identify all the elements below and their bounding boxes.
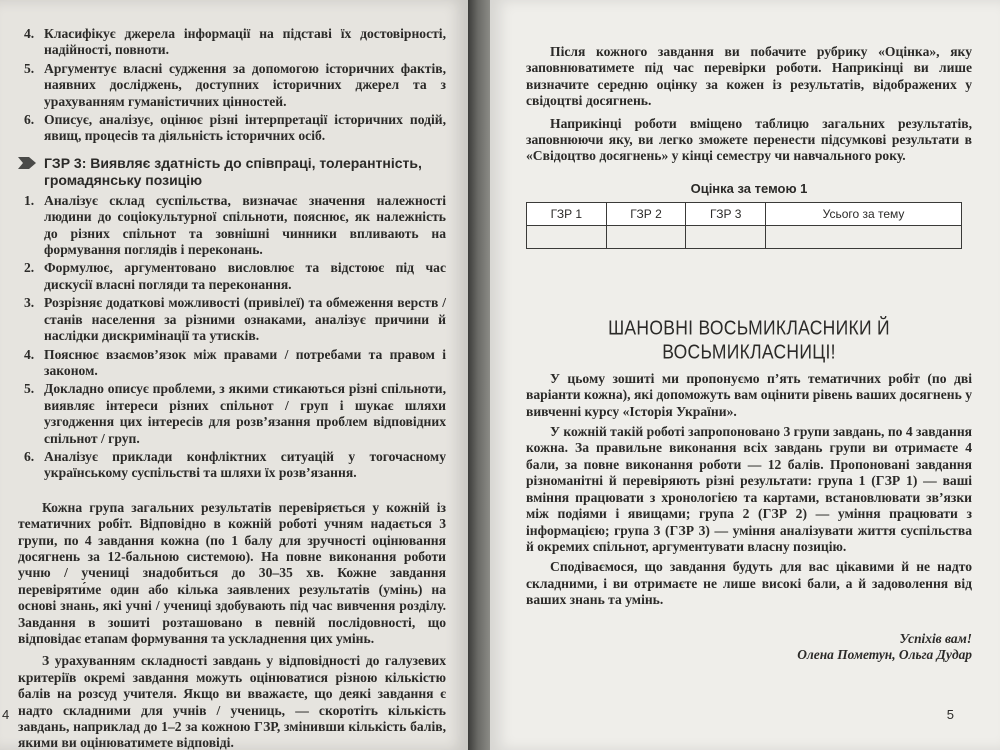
list-top	[18, 26, 446, 145]
greeting-heading: ШАНОВНІ ВОСЬМИКЛАСНИКИ Й ВОСЬМИКЛАСНИЦІ!	[608, 315, 890, 363]
right-paragraph-4: У кожній такій роботі запропоновано 3 групи завдань, по 4 завдання кожна. За правильне виконання всіх завдань групи ви отримаєте 4 бали, за повне виконання роботи — 12 балів. Пропоновані завдання різноманітні й перевіряють різні результати: група 1 (ГЗР 1) — ваші вміння працювати з хронологією та картами, встановлювати зв’язки між подіями і явищами; група 2 (ГЗР 2) — уміння працювати з інформацією; група 3 (ГЗР 3) — уміння аналізувати життя суспільства й окремих спільнот, аргументувати власну позицію.	[526, 424, 973, 554]
list-item: 4. Пояснює взаємов’язок між правами / потребами та правом і законом.	[24, 346, 446, 378]
list-item: 5. Докладно описує проблеми, з якими стикаються різні спільноти, виявляє інтереси різних спільнот / груп і шукає шляхи узгодження цих інтересів для розв’язання проблем відповідних спільнот / груп.	[24, 381, 446, 446]
list-item: 2. Формулює, аргументовано висловлює та відстоює під час дискусії власні погляди та переконання.	[24, 260, 446, 292]
right-paragraph-1: Після кожного завдання ви побачите рубрику «Оцінка», яку заповнюватимете під час перевірки роботи. Наприкінці ви лише визначите середню оцінку за кожен із результатів, відображених у свідоцтві досягнень.	[526, 44, 972, 109]
list-item: 3. Розрізняє додаткові можливості (привілеї) та обмеження верств / станів населення за різними ознаками, аналізує причини й наслідки дискримінації та утисків.	[24, 295, 446, 344]
left-paragraph-2: З урахуванням складності завдань у відповідності до галузевих критеріїв окремі завдання можуть оцінюватися різною кількістю балів на розсуд учителя. Якщо ви вважаєте, що деякі завдання є надто складними для учнів / учениць, — скоротіть кількість завдань, наприклад до 1–2 за кожною ГЗР, змінивши кількість балів, якими ви оцінюватимете відповіді.	[18, 653, 446, 750]
table-cell	[686, 225, 766, 248]
table-cell	[766, 225, 962, 248]
table-cell	[606, 225, 686, 248]
list-item: 6. Аналізує приклади конфліктних ситуацій у тогочасному українському суспільстві та шляхи їх розв’язання.	[24, 448, 446, 481]
left-page	[0, 0, 468, 750]
table-title: Оцінка за темою 1	[690, 180, 808, 196]
list-item: 6. Описує, аналізує, оцінює різні інтерпретації історичних подій, явищ, процесів та діяльність історичних осіб.	[24, 112, 446, 144]
signature-wish: Успіхів вам!	[899, 630, 972, 646]
gzr3-list	[18, 193, 446, 482]
arrow-marker-icon	[18, 157, 36, 169]
results-table	[526, 202, 962, 249]
right-paragraph-5: Сподіваємося, що завдання будуть для вас цікавими й не надто складними, і ви отримаєте не лише високі бали, а й задоволення від ваших знань та умінь.	[526, 559, 972, 608]
list-item: 4. Класифікує джерела інформації на підставі їх достовірності, надійності, повноти.	[24, 26, 446, 58]
table-header-gzr2: ГЗР 2	[606, 202, 686, 225]
list-item: 1. Аналізує склад суспільства, визначає значення належності людини до соціокультурної спільноти, пояснює, як належність до різних спільнот та зовнішні чинники впливають на формування поглядів і переконань.	[24, 192, 446, 258]
table-cell	[527, 225, 607, 248]
table-header-gzr1: ГЗР 1	[527, 202, 607, 225]
table-header-gzr3: ГЗР 3	[686, 202, 766, 225]
table-header-total: Усього за тему	[766, 202, 962, 225]
book-spine	[468, 0, 490, 750]
left-paragraph-1: Кожна група загальних результатів перевіряється у кожній із тематичних робіт. Відповідно в кожній роботі учням надається 3 групи, по 4 завдання кожна (по 1 балу для зручності оцінювання досягнень за 12-бальною системою). На повне виконання роботи учню / учениці знадобиться до 30–35 хв. Кожне завдання перевіряти́ме один або кілька заявлених результатів (умінь) на основі знань, які учні / учениці здобувають під час вивчення розділу. Завдання в зошиті розташовано в певній послідовності, що відповідає етапам формування та ускладнення цих умінь.	[18, 499, 446, 646]
right-paragraph-3: У цьому зошиті ми пропонуємо п’ять тематичних робіт (по дві варіанти кожна), які допоможуть вам оцінити рівень ваших досягнень у вивченні курсу «Історія України».	[526, 370, 972, 419]
signature-authors: Олена Пометун, Ольга Дудар	[797, 646, 972, 662]
list-item: 5. Аргументує власні судження за допомогою історичних фактів, наявних досліджень, доступних історичних джерел та з урахуванням гуманістичних цінностей.	[24, 60, 446, 109]
page-number-left: 4	[2, 707, 10, 722]
page-number-right: 5	[946, 707, 954, 722]
right-paragraph-2: Наприкінці роботи вміщено таблицю загальних результатів, заповнюючи яку, ви легко зможете перенести підсумкові результати в «Свідоцтво досягнень» у кінці семестру чи навчального року.	[526, 115, 972, 164]
gzr3-heading: ГЗР 3: Виявляє здатність до співпраці, толерантність, громадянську позицію	[18, 155, 446, 189]
right-page	[490, 0, 1000, 750]
